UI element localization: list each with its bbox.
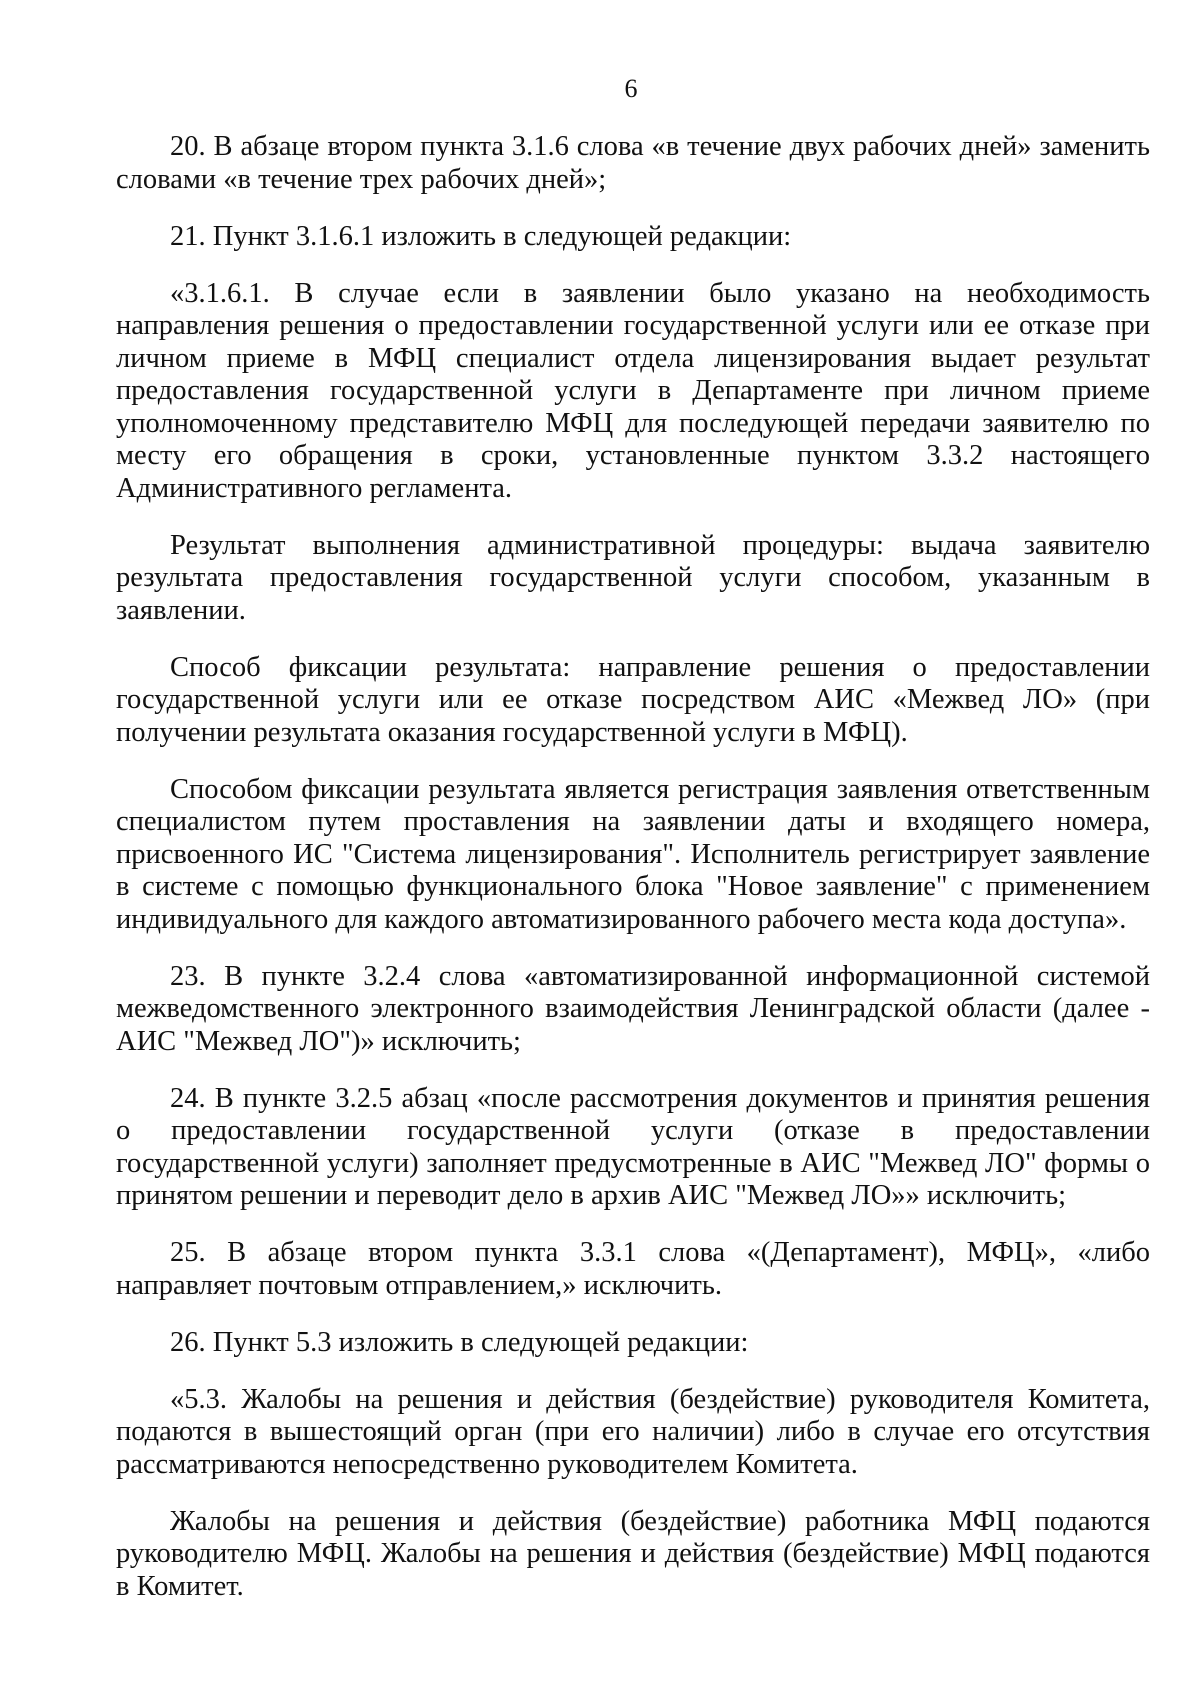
paragraph-quoted-3-1-6-1: «3.1.6.1. В случае если в заявлении было указано на необходимость направления решения о предоставлении государственной услуги или ее отказе при личном приеме в МФЦ специалист отдела лицензирования выдает результат предоставления государственной услуги в Департаменте при личном приеме уполномоченному представителю МФЦ для последующей передачи заявителю по месту его обращения в сроки, установленные пунктом 3.3.2 настоящего Административного регламента. bbox=[116, 277, 1150, 504]
document-body bbox=[116, 131, 1150, 1603]
paragraph-procedure-result: Результат выполнения административной процедуры: выдача заявителю результата предоставления государственной услуги способом, указанным в заявлении. bbox=[116, 529, 1150, 626]
paragraph-item-21: 21. Пункт 3.1.6.1 изложить в следующей редакции: bbox=[170, 220, 792, 252]
paragraph-item-20: 20. В абзаце втором пункта 3.1.6 слова «в течение двух рабочих дней» заменить словами «в течение трех рабочих дней»; bbox=[116, 131, 1150, 195]
paragraph-item-25: 25. В абзаце втором пункта 3.3.1 слова «(Департамент), МФЦ», «либо направляет почтовым отправлением,» исключить. bbox=[116, 1237, 1150, 1301]
paragraph-item-24: 24. В пункте 3.2.5 абзац «после рассмотрения документов и принятия решения о предоставлении государственной услуги (отказе в предоставлении государственной услуги) заполняет предусмотренные в АИС "Межвед ЛО" формы о принятом решении и переводит дело в архив АИС "Межвед ЛО»» исключить; bbox=[116, 1082, 1150, 1211]
paragraph-mfc-complaints: Жалобы на решения и действия (бездействие) работника МФЦ подаются руководителю МФЦ. Жалобы на решения и действия (бездействие) МФЦ подаются в Комитет. bbox=[116, 1505, 1150, 1602]
paragraph-fixation-method: Способ фиксации результата: направление решения о предоставлении государственной услуги или ее отказе посредством АИС «Межвед ЛО» (при получении результата оказания государственной услуги в МФЦ). bbox=[116, 651, 1150, 748]
page-number: 6 bbox=[624, 74, 638, 103]
paragraph-item-23: 23. В пункте 3.2.4 слова «автоматизированной информационной системой межведомственного электронного взаимодействия Ленинградской области (далее - АИС "Межвед ЛО")» исключить; bbox=[116, 960, 1150, 1057]
paragraph-fixation-registration: Способом фиксации результата является регистрация заявления ответственным специалистом путем проставления на заявлении даты и входящего номера, присвоенного ИС "Система лицензирования". Исполнитель регистрирует заявление в системе с помощью функционального блока "Новое заявление" с применением индивидуального для каждого автоматизированного рабочего места кода доступа». bbox=[116, 773, 1150, 935]
paragraph-item-26: 26. Пункт 5.3 изложить в следующей редакции: bbox=[170, 1326, 749, 1358]
paragraph-quoted-5-3: «5.3. Жалобы на решения и действия (бездействие) руководителя Комитета, подаются в вышестоящий орган (при его наличии) либо в случае его отсутствия рассматриваются непосредственно руководителем Комитета. bbox=[116, 1383, 1150, 1480]
